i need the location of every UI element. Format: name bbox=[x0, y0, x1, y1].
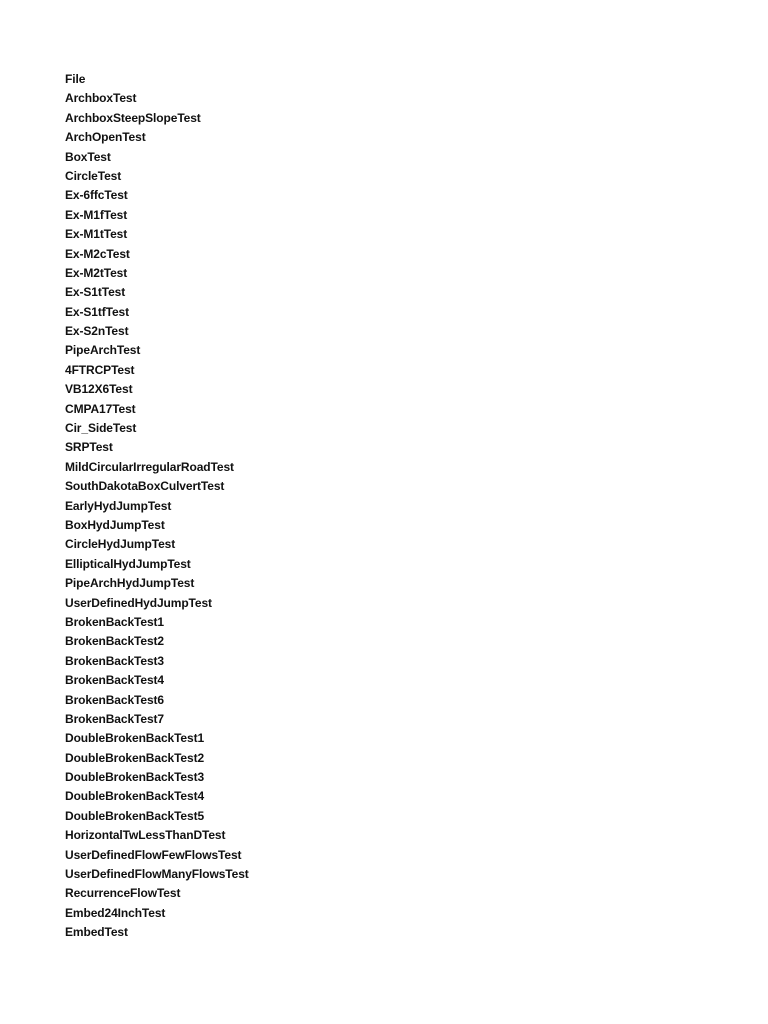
list-item: DoubleBrokenBackTest5 bbox=[65, 808, 205, 823]
list-item: DoubleBrokenBackTest2 bbox=[65, 750, 205, 765]
list-item: DoubleBrokenBackTest1 bbox=[65, 731, 205, 746]
list-item: SouthDakotaBoxCulvertTest bbox=[65, 479, 225, 494]
list-item: Ex-S1tfTest bbox=[65, 304, 130, 319]
list-item: Ex-M2tTest bbox=[65, 265, 128, 280]
list-item: ArchboxTest bbox=[65, 91, 137, 106]
list-item: VB12X6Test bbox=[65, 382, 133, 397]
list-item: UserDefinedFlowManyFlowsTest bbox=[65, 867, 249, 882]
list-item: Ex-6ffcTest bbox=[65, 188, 128, 203]
list-item: BrokenBackTest2 bbox=[65, 634, 164, 649]
list-item: UserDefinedFlowFewFlowsTest bbox=[65, 847, 242, 862]
list-item: Ex-M1fTest bbox=[65, 207, 128, 222]
list-item: Ex-M1tTest bbox=[65, 227, 128, 242]
list-item: PipeArchTest bbox=[65, 343, 141, 358]
list-item: PipeArchHydJumpTest bbox=[65, 576, 195, 591]
list-item: SRPTest bbox=[65, 440, 113, 455]
list-item: CircleTest bbox=[65, 168, 122, 183]
list-item: ArchboxSteepSlopeTest bbox=[65, 110, 201, 125]
list-item: MildCircularIrregularRoadTest bbox=[65, 459, 234, 474]
list-item: EllipticalHydJumpTest bbox=[65, 556, 191, 571]
file-list bbox=[65, 70, 249, 943]
list-item: Ex-S2nTest bbox=[65, 324, 129, 339]
list-item: Embed24InchTest bbox=[65, 905, 166, 920]
list-item: BrokenBackTest1 bbox=[65, 614, 164, 629]
list-item: BrokenBackTest7 bbox=[65, 711, 164, 726]
list-item: ArchOpenTest bbox=[65, 130, 146, 145]
list-item: BoxTest bbox=[65, 149, 111, 164]
list-item: Ex-S1tTest bbox=[65, 285, 126, 300]
list-item: CMPA17Test bbox=[65, 401, 136, 416]
list-item: Ex-M2cTest bbox=[65, 246, 130, 261]
list-item: BrokenBackTest4 bbox=[65, 673, 164, 688]
list-item: UserDefinedHydJumpTest bbox=[65, 595, 212, 610]
list-item: CircleHydJumpTest bbox=[65, 537, 176, 552]
list-item: BrokenBackTest3 bbox=[65, 653, 164, 668]
list-item: EarlyHydJumpTest bbox=[65, 498, 172, 513]
list-item: HorizontalTwLessThanDTest bbox=[65, 828, 226, 843]
list-header: File bbox=[65, 72, 86, 86]
list-item: EmbedTest bbox=[65, 925, 128, 940]
list-item: DoubleBrokenBackTest4 bbox=[65, 789, 205, 804]
list-item: BoxHydJumpTest bbox=[65, 517, 165, 532]
list-item: DoubleBrokenBackTest3 bbox=[65, 770, 205, 785]
list-item: 4FTRCPTest bbox=[65, 362, 135, 377]
list-item: Cir_SideTest bbox=[65, 421, 137, 436]
list-item: BrokenBackTest6 bbox=[65, 692, 164, 707]
list-item: RecurrenceFlowTest bbox=[65, 886, 181, 901]
